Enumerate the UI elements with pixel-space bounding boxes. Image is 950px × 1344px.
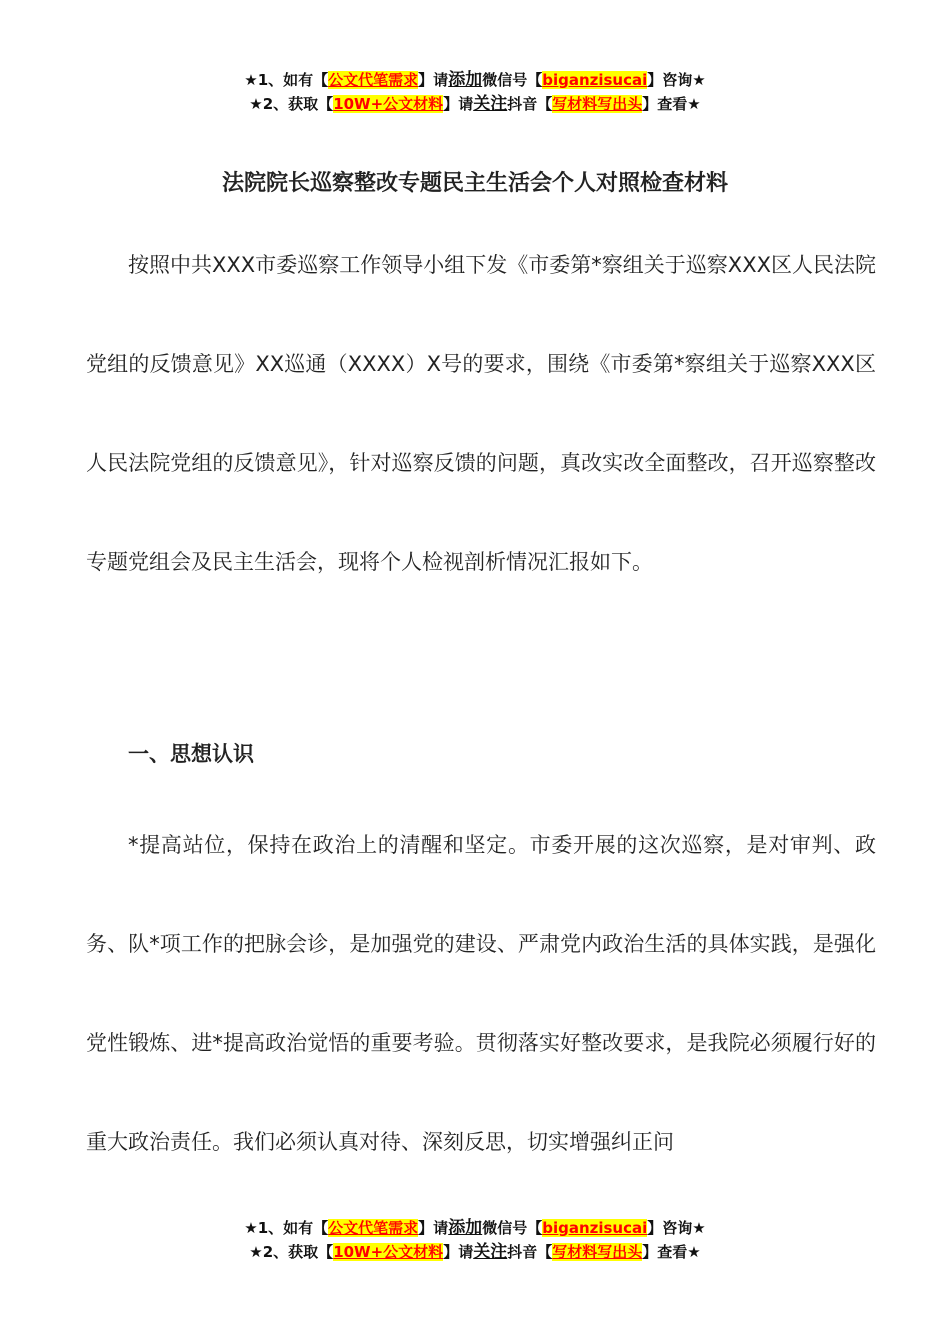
promo-header [0,68,950,116]
promo-line-1 [0,68,950,92]
paragraph-body: *提高站位，保持在政治上的清醒和坚定。市委开展的这次巡察，是对审判、政务、队*项工作的把脉会诊，是加强党的建设、严肃党内政治生活的具体实践，是强化党性锻炼、进*提高政治觉悟的重要考验。贯彻落实好整改要求，是我院必须履行好的重大政治责任。我们必须认真对待、深刻反思，切实增强纠正问 [86,833,876,1154]
promo-footer [0,1216,950,1264]
promo-text: ★1、如有【 [244,1219,329,1237]
promo-text: ★2、获取【 [249,1243,334,1261]
promo-emphasis: 添加 [448,70,483,90]
promo-highlight: biganzisucai [542,71,648,89]
promo-line-2 [0,92,950,116]
promo-text: 】请 [443,95,474,113]
promo-text: 】查看★ [642,95,701,113]
promo-text: 抖音【 [507,95,553,113]
promo-text: 】请 [418,71,449,89]
promo-highlight: 公文代笔需求 [328,1219,419,1237]
promo-text: 】咨询★ [647,71,706,89]
promo-text: 】咨询★ [647,1219,706,1237]
promo-line-1 [0,1216,950,1240]
promo-emphasis: 关注 [473,94,508,114]
promo-emphasis: 添加 [448,1218,483,1238]
section-heading: 一、思想认识 [128,742,254,766]
document-title: 法院院长巡察整改专题民主生活会个人对照检查材料 [221,170,728,196]
promo-highlight: biganzisucai [542,1219,648,1237]
promo-highlight: 10W+公文材料 [333,1243,444,1261]
promo-text: 抖音【 [507,1243,553,1261]
promo-highlight: 写材料写出头 [552,95,643,113]
promo-text: ★1、如有【 [244,71,329,89]
promo-text: 】请 [418,1219,449,1237]
promo-text: ★2、获取【 [249,95,334,113]
promo-highlight: 写材料写出头 [552,1243,643,1261]
promo-emphasis: 关注 [473,1242,508,1262]
promo-text: 微信号【 [482,1219,543,1237]
promo-text: 】查看★ [642,1243,701,1261]
paragraph-intro: 按照中共XXX市委巡察工作领导小组下发《市委第*察组关于巡察XXX区人民法院党组的反馈意见》XX巡通（XXXX）X号的要求，围绕《市委第*察组关于巡察XXX区人民法院党组的反馈意见》，针对巡察反馈的问题，真改实改全面整改，召开巡察整改专题党组会及民主生活会，现将个人检视剖析情况汇报如下。 [86,253,876,574]
promo-text: 】请 [443,1243,474,1261]
promo-highlight: 10W+公文材料 [333,95,444,113]
promo-highlight: 公文代笔需求 [328,71,419,89]
promo-text: 微信号【 [482,71,543,89]
promo-line-2 [0,1240,950,1264]
